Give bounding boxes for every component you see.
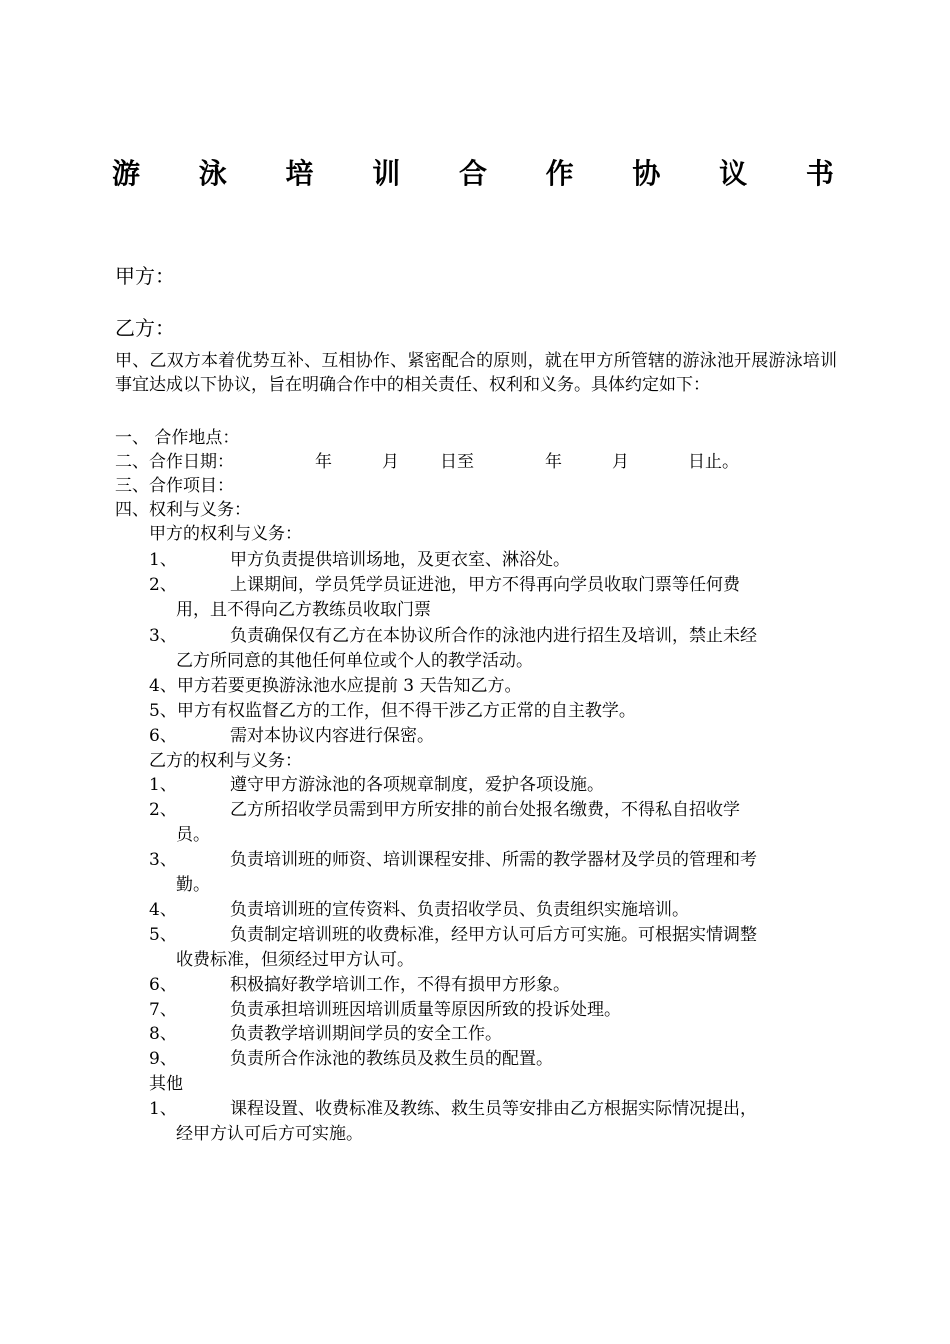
item-text: 负责承担培训班因培训质量等原因所致的投诉处理。 (230, 1000, 621, 1020)
item-number: 1、 (149, 1099, 177, 1119)
item-text: 甲方负责提供培训场地，及更衣室、淋浴处。 (230, 550, 570, 570)
item-text: 负责制定培训班的收费标准，经甲方认可后方可实施。可根据实情调整 (230, 925, 757, 945)
document-title (112, 152, 834, 192)
party-a-rights-heading: 甲方的权利与义务： (149, 524, 302, 544)
title-char: 泳 (198, 157, 227, 190)
item-number: 6、 (149, 726, 177, 746)
item-number: 7、 (149, 1000, 177, 1020)
item-continuation: 经甲方认可后方可实施。 (176, 1124, 363, 1144)
date-year-2: 年 (545, 452, 562, 472)
item-number: 8、 (149, 1024, 177, 1044)
party-b-rights-heading: 乙方的权利与义务： (149, 751, 302, 771)
item-number: 3、 (149, 626, 177, 646)
item-number: 1、 (149, 775, 177, 795)
date-month-2: 月 (612, 452, 629, 472)
date-day-end: 日止。 (688, 452, 739, 472)
section-location: 一、 合作地点： (115, 428, 240, 448)
date-day-to: 日至 (440, 452, 474, 472)
title-char: 游 (112, 157, 141, 190)
title-char: 协 (632, 157, 661, 190)
item-continuation: 乙方所同意的其他任何单位或个人的教学活动。 (176, 651, 533, 671)
title-char: 合 (458, 157, 487, 190)
item-text: 需对本协议内容进行保密。 (230, 726, 434, 746)
list-item: 5、甲方有权监督乙方的工作，但不得干涉乙方正常的自主教学。 (149, 701, 636, 721)
item-text: 积极搞好教学培训工作，不得有损甲方形象。 (230, 975, 570, 995)
item-number: 2、 (149, 800, 177, 820)
section-rights: 四、权利与义务： (115, 500, 251, 520)
item-continuation: 收费标准，但须经过甲方认可。 (176, 950, 414, 970)
item-number: 5、 (149, 925, 177, 945)
section-project: 三、合作项目： (115, 476, 234, 496)
party-a-label: 甲方： (115, 264, 175, 288)
item-text: 上课期间，学员凭学员证进池，甲方不得再向学员收取门票等任何费 (230, 575, 740, 595)
list-item: 4、甲方若要更换游泳池水应提前 3 天告知乙方。 (149, 676, 522, 696)
item-text: 负责教学培训期间学员的安全工作。 (230, 1024, 502, 1044)
title-char: 训 (372, 157, 401, 190)
item-number: 2、 (149, 575, 177, 595)
item-text: 负责培训班的宣传资料、负责招收学员、负责组织实施培训。 (230, 900, 689, 920)
date-year-1: 年 (315, 452, 332, 472)
date-label: 二、合作日期： (115, 452, 234, 472)
party-b-label: 乙方： (115, 316, 175, 340)
title-char: 书 (805, 157, 834, 190)
item-text: 负责培训班的师资、培训课程安排、所需的教学器材及学员的管理和考 (230, 850, 757, 870)
item-text: 负责所合作泳池的教练员及救生员的配置。 (230, 1049, 553, 1069)
section-date (115, 450, 835, 474)
other-heading: 其他 (149, 1074, 183, 1094)
item-continuation: 员。 (176, 825, 210, 845)
item-number: 3、 (149, 850, 177, 870)
item-number: 4、 (149, 900, 177, 920)
title-char: 培 (285, 157, 314, 190)
title-char: 作 (545, 157, 574, 190)
item-continuation: 用，且不得向乙方教练员收取门票 (176, 600, 431, 620)
intro-paragraph: 甲、乙双方本着优势互补、互相协作、紧密配合的原则，就在甲方所管辖的游泳池开展游泳培训事宜达成以下协议，旨在明确合作中的相关责任、权利和义务。具体约定如下： (115, 351, 837, 395)
item-text: 负责确保仅有乙方在本协议所合作的泳池内进行招生及培训，禁止未经 (230, 626, 757, 646)
item-text: 乙方所招收学员需到甲方所安排的前台处报名缴费，不得私自招收学 (230, 800, 740, 820)
item-number: 9、 (149, 1049, 177, 1069)
date-month-1: 月 (382, 452, 399, 472)
item-text: 遵守甲方游泳池的各项规章制度，爱护各项设施。 (230, 775, 604, 795)
title-char: 议 (719, 157, 748, 190)
item-continuation: 勤。 (176, 875, 210, 895)
item-number: 6、 (149, 975, 177, 995)
item-number: 1、 (149, 550, 177, 570)
item-text: 课程设置、收费标准及教练、救生员等安排由乙方根据实际情况提出， (230, 1099, 757, 1119)
